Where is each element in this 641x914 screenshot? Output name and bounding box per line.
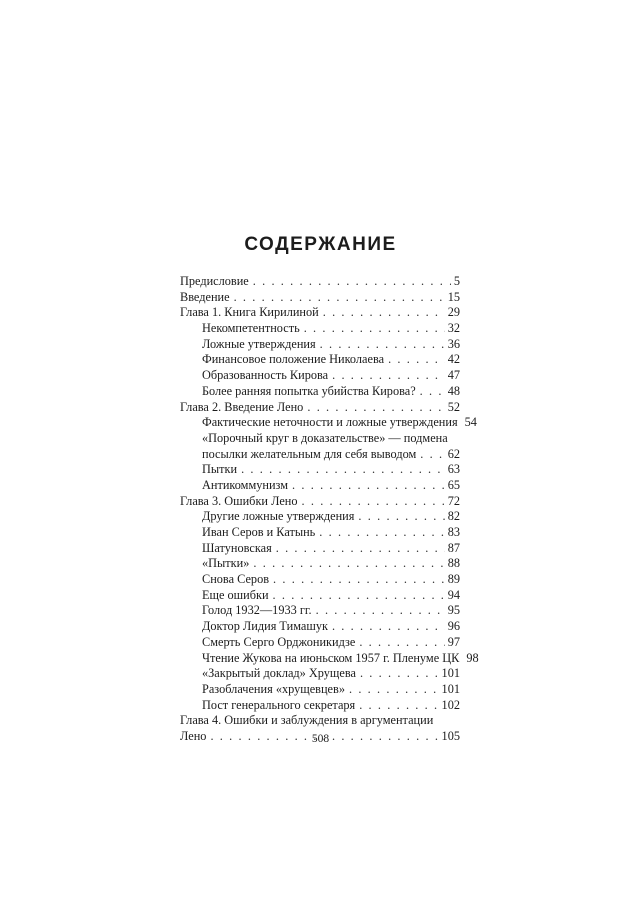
toc-entry-line (180, 400, 460, 416)
toc-entry-page: 63 (447, 462, 460, 477)
toc-entry-page: 65 (447, 477, 460, 492)
toc-entry-page: 94 (447, 587, 460, 602)
toc-entry-line (202, 682, 460, 698)
toc-entry-line (202, 478, 460, 494)
toc-entry-title: Глава 3. Ошибки Лено (180, 493, 298, 508)
toc-entry (202, 698, 460, 714)
toc-entry (202, 572, 460, 588)
toc-leader-dots (253, 274, 451, 290)
toc-entry-line (202, 666, 460, 682)
toc-entry-line (202, 447, 460, 463)
table-of-contents (180, 274, 479, 745)
toc-leader-dots (292, 478, 445, 494)
toc-entry-title: Фактические неточности и ложные утверждения (202, 415, 458, 430)
toc-entry-line (202, 415, 477, 431)
toc-entry-title: Глава 2. Введение Лено (180, 399, 304, 414)
toc-entry-title: Смерть Серго Орджоникидзе (202, 634, 356, 649)
toc-leader-dots (253, 556, 444, 572)
toc-entry-title: Некомпетентность (202, 321, 300, 336)
toc-entry (202, 352, 460, 368)
toc-entry-title: Пытки (202, 462, 238, 477)
toc-entry-page: 102 (441, 697, 460, 712)
toc-entry-line (202, 541, 460, 557)
toc-entry-title: Доктор Лидия Тимашук (202, 619, 328, 634)
toc-entry (202, 462, 460, 478)
toc-leader-dots (359, 635, 444, 651)
toc-entry (202, 619, 460, 635)
toc-entry-page: 88 (447, 556, 460, 571)
toc-entry (202, 666, 460, 682)
toc-entry-title-line1: «Порочный круг в доказательстве» — подмена (202, 430, 448, 445)
toc-entry-title: Еще ошибки (202, 587, 269, 602)
toc-entry (202, 337, 460, 353)
toc-leader-dots (319, 525, 444, 541)
toc-entry (202, 682, 460, 698)
toc-entry-title: Чтение Жукова на июньском 1957 г. Пленуме ЦК (202, 650, 460, 665)
toc-entry-title: Предисловие (180, 274, 249, 288)
toc-entry-line (202, 337, 460, 353)
toc-entry-page: 48 (447, 383, 460, 398)
toc-entry-title: Более ранняя попытка убийства Кирова? (202, 383, 416, 398)
toc-entry (180, 274, 460, 290)
toc-leader-dots (276, 541, 445, 557)
toc-title: СОДЕРЖАНИЕ (244, 234, 397, 255)
toc-leader-dots (241, 462, 445, 478)
toc-entry-page: 5 (453, 274, 460, 288)
toc-entry-line (180, 494, 460, 510)
toc-leader-dots (349, 682, 439, 698)
toc-entry-page: 47 (447, 368, 460, 383)
toc-entry-page: 87 (447, 540, 460, 555)
toc-leader-dots (234, 290, 445, 306)
toc-entry-page: 97 (447, 634, 460, 649)
toc-leader-dots (316, 603, 445, 619)
toc-leader-dots (273, 572, 445, 588)
toc-entry (202, 588, 460, 604)
toc-leader-dots (332, 368, 445, 384)
toc-entry-line (202, 509, 460, 525)
toc-entry-page: 36 (447, 336, 460, 351)
toc-entry-page: 15 (447, 289, 460, 304)
toc-leader-dots (307, 400, 444, 416)
toc-entry (202, 525, 460, 541)
toc-entry-page: 95 (447, 603, 460, 618)
toc-entry (202, 603, 460, 619)
toc-entry-line (180, 290, 460, 306)
toc-leader-dots (273, 588, 445, 604)
toc-entry-page: 82 (447, 509, 460, 524)
toc-entry (202, 541, 460, 557)
toc-entry-page: 101 (441, 681, 460, 696)
toc-entry-line (202, 603, 460, 619)
toc-entry-line (202, 588, 460, 604)
toc-entry-title: Образованность Кирова (202, 368, 329, 383)
toc-entry-title: Антикоммунизм (202, 477, 289, 492)
toc-entry (202, 509, 460, 525)
toc-entry-title: Финансовое положение Николаева (202, 352, 385, 367)
page-number: 508 (311, 733, 330, 745)
toc-entry (180, 494, 460, 510)
toc-entry-title: «Пытки» (202, 556, 250, 571)
toc-entry-page: 62 (447, 446, 460, 461)
toc-entry-title: Голод 1932—1933 гг. (202, 603, 312, 618)
toc-entry (202, 635, 460, 651)
toc-entry-page: 96 (447, 619, 460, 634)
toc-entry-line (202, 556, 460, 572)
toc-entry-page: 105 (441, 728, 460, 743)
toc-entry (202, 556, 460, 572)
toc-entry-title: Снова Серов (202, 572, 270, 587)
toc-entry-page: 101 (441, 666, 460, 681)
toc-entry (202, 415, 477, 431)
toc-entry (202, 368, 460, 384)
toc-entry-line (202, 635, 460, 651)
toc-entry-page: 42 (447, 352, 460, 367)
toc-entry-title: Разоблачения «хрущевцев» (202, 681, 345, 696)
toc-entry (202, 650, 479, 667)
toc-entry-title: Глава 1. Книга Кирилиной (180, 305, 319, 320)
toc-entry (202, 431, 460, 462)
toc-entry (180, 305, 460, 321)
toc-leader-dots (359, 698, 438, 714)
toc-entry-line (180, 274, 460, 290)
toc-leader-dots (332, 619, 445, 635)
toc-entry-page: 29 (447, 305, 460, 320)
toc-entry (180, 290, 460, 306)
toc-entry-title: Пост генерального секретаря (202, 697, 356, 712)
toc-leader-dots (420, 447, 444, 463)
toc-entry-page: 54 (464, 415, 477, 430)
toc-entry-page: 89 (447, 572, 460, 587)
toc-entry-title-line1: Глава 4. Ошибки и заблуждения в аргументации (180, 713, 434, 728)
toc-entry-page: 72 (447, 493, 460, 508)
toc-entry-title: Введение (180, 289, 230, 304)
toc-entry-page: 32 (447, 321, 460, 336)
toc-entry-title: посылки желательным для себя выводом (202, 446, 417, 461)
toc-leader-dots (304, 321, 445, 337)
toc-leader-dots (420, 384, 445, 400)
toc-entry (202, 321, 460, 337)
toc-entry-line (202, 619, 460, 635)
toc-entry-title: Шатуновская (202, 540, 272, 555)
toc-entry-line (202, 321, 460, 337)
toc-entry-page: 83 (447, 525, 460, 540)
toc-entry-line (202, 650, 479, 667)
toc-leader-dots (360, 666, 439, 682)
toc-entry-page: 98 (466, 650, 479, 665)
toc-entry-title: Лено (180, 728, 207, 743)
toc-entry-line (180, 305, 460, 321)
toc-leader-dots (388, 352, 445, 368)
toc-leader-dots (323, 305, 445, 321)
toc-leader-dots (320, 337, 445, 353)
toc-entry-line (202, 352, 460, 368)
toc-leader-dots (358, 509, 444, 525)
toc-entry (202, 384, 460, 400)
toc-entry-line (202, 462, 460, 478)
toc-entry-line (202, 572, 460, 588)
toc-entry (180, 400, 460, 416)
toc-leader-dots (302, 494, 445, 510)
toc-entry-title: Иван Серов и Катынь (202, 525, 316, 540)
toc-entry-title: Ложные утверждения (202, 336, 316, 351)
toc-entry-line (202, 698, 460, 714)
toc-entry-line (202, 525, 460, 541)
toc-entry (202, 478, 460, 494)
toc-entry-page: 52 (447, 399, 460, 414)
toc-entry-line (202, 368, 460, 384)
toc-entry-title: «Закрытый доклад» Хрущева (202, 666, 356, 681)
toc-entry-title: Другие ложные утверждения (202, 509, 355, 524)
toc-entry-line (202, 384, 460, 400)
